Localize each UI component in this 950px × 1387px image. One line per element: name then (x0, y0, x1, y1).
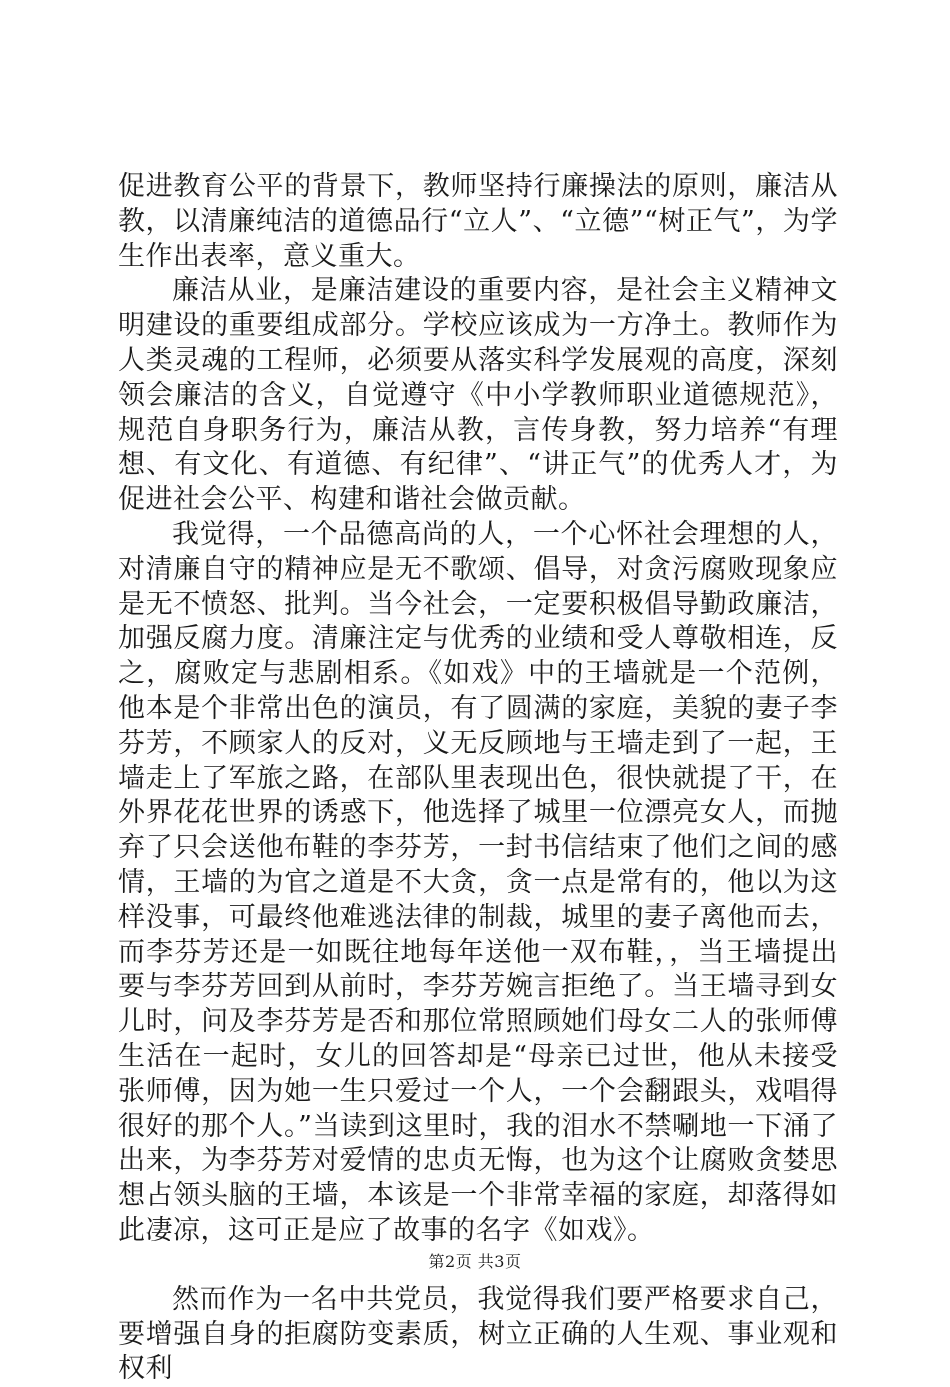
paragraph-4: 然而作为一名中共党员，我觉得我们要严格要求自己，要增强自身的拒腐防变素质，树立正确的人生观、事业观和权利 (118, 1283, 838, 1385)
document-body (118, 170, 838, 1387)
page-footer: 第2页 共3页 (428, 1252, 522, 1271)
paragraph-2: 廉洁从业，是廉洁建设的重要内容，是社会主义精神文明建设的重要组成部分。学校应该成为一方净土。教师作为人类灵魂的工程师，必须要从落实科学发展观的高度，深刻领会廉洁的含义，自觉遵守《中小学教师职业道德规范》，规范自身职务行为，廉洁从教，言传身教，努力培养“有理想、有文化、有道德、有纪律”、“讲正气”的优秀人才，为促进社会公平、构建和谐社会做贡献。 (118, 275, 838, 516)
paragraph-3: 我觉得，一个品德高尚的人，一个心怀社会理想的人，对清廉自守的精神应是无不歌颂、倡导，对贪污腐败现象应是无不愤怒、批判。当今社会，一定要积极倡导勤政廉洁，加强反腐力度。清廉注定与优秀的业绩和受人尊敬相连，反之，腐败定与悲剧相系。《如戏》中的王墙就是一个范例，他本是个非常出色的演员，有了圆满的家庭，美貌的妻子李芬芳，不顾家人的反对，义无反顾地与王墙走到了一起，王墙走上了军旅之路，在部队里表现出色，很快就提了干，在外界花花世界的诱惑下，他选择了城里一位漂亮女人，而抛弃了只会送他布鞋的李芬芳，一封书信结束了他们之间的感情，王墙的为官之道是不大贪，贪一点是常有的，他以为这样没事，可最终他难逃法律的制裁，城里的妻子离他而去，而李芬芳还是一如既往地每年送他一双布鞋，，当王墙提出要与李芬芳回到从前时，李芬芳婉言拒绝了。当王墙寻到女儿时，问及李芬芳是否和那位常照顾她们母女二人的张师傅生活在一起时，女儿的回答却是“母亲已过世，他从未接受张师傅，因为她一生只爱过一个人，一个会翻跟头，戏唱得很好的那个人。”当读到这里时，我的泪水不禁唰地一下涌了出来，为李芬芳对爱情的忠贞无悔，也为这个让腐败贪婪思想占领头脑的王墙，本该是一个非常幸福的家庭，却落得如此凄凉，这可正是应了故事的名字《如戏》。 (118, 518, 838, 1246)
paragraph-1: 促进教育公平的背景下，教师坚持行廉操法的原则，廉洁从教，以清廉纯洁的道德品行“立人”、“立德”“树正气”，为学生作出表率，意义重大。 (118, 171, 838, 272)
